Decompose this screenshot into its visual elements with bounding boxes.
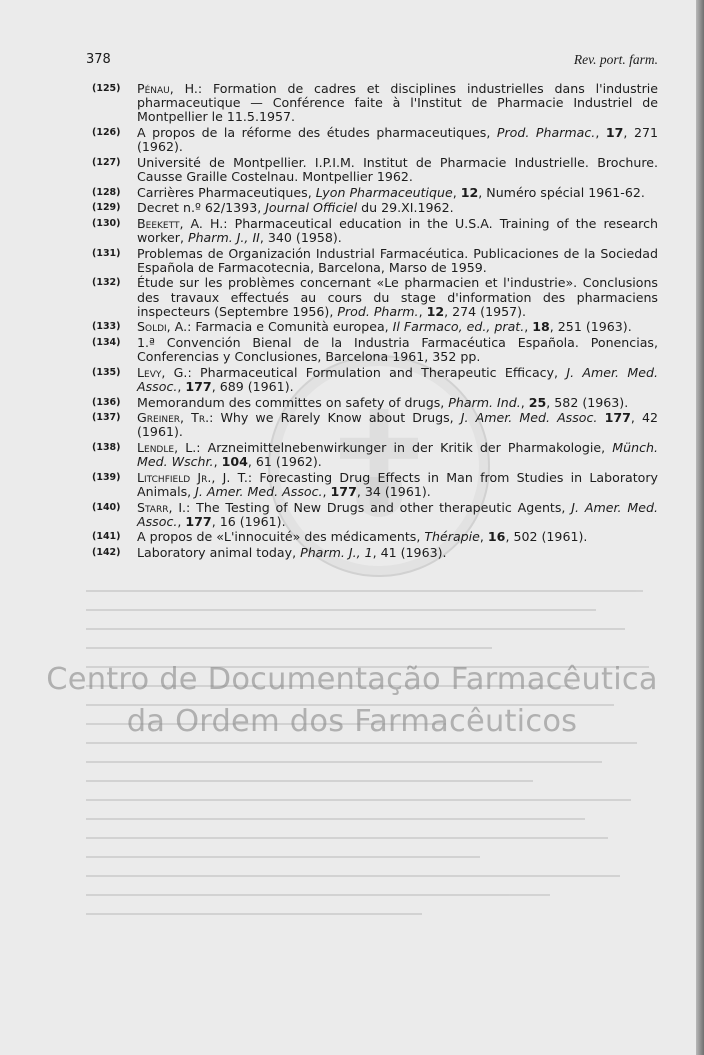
reference-journal: Lyon Pharmaceutique (315, 184, 453, 200)
reference-volume: 12 (460, 184, 479, 200)
reference-item (92, 501, 658, 529)
page-header (86, 52, 658, 72)
reference-journal: Münch. Med. Wschr. (137, 439, 658, 470)
reference-text: , (524, 319, 533, 335)
reference-number: (125) (92, 83, 121, 94)
reference-text: , (213, 454, 222, 470)
reference-text: , (452, 184, 461, 200)
reference-text: : Formation de cadres et disciplines industrielles dans l'industrie pharmaceutique — Conférence faite à l'Institut de Pharmacie Industriel de Montpellier le 11.5.1957. (137, 81, 659, 125)
reference-author: Levy, G. (137, 364, 188, 380)
reference-volume: 177 (604, 410, 631, 426)
reference-number: (138) (92, 441, 121, 453)
bleed-through-text (86, 590, 666, 1010)
reference-author: Beekett, A. H. (137, 215, 224, 231)
reference-text: , 502 (1961). (505, 529, 588, 545)
reference-list (92, 82, 658, 562)
reference-text: : Pharmaceutical Formulation and Therapeutic Efficacy, (187, 364, 567, 380)
reference-text: , 61 (1962). (247, 454, 322, 470)
reference-item (92, 366, 658, 394)
reference-volume: 177 (185, 513, 212, 529)
reference-text: , 16 (1961). (211, 513, 286, 529)
reference-number: (142) (92, 546, 121, 558)
reference-text: A propos de la réforme des études pharmaceutiques, (137, 125, 497, 140)
reference-number: (133) (92, 321, 121, 333)
reference-text: , 42 (1961). (137, 410, 658, 440)
reference-volume: 18 (532, 319, 550, 335)
reference-item (92, 530, 658, 544)
reference-item (92, 441, 658, 469)
reference-journal: J. Amer. Med. Assoc. (137, 499, 658, 529)
reference-item (92, 276, 658, 319)
reference-journal: Pharm. J., 1 (300, 544, 373, 560)
reference-item (92, 471, 658, 499)
reference-text: : Arzneimittelnebenwirkunger in der Kritik der Pharmakologie, (196, 439, 613, 455)
reference-author: Litchfield Jr., J. T. (137, 469, 248, 485)
reference-text: Decret n.º 62/1393, (137, 200, 266, 216)
reference-item (92, 217, 658, 245)
reference-text: , 251 (1963). (549, 319, 632, 335)
reference-item (92, 156, 658, 184)
reference-item (92, 336, 658, 364)
reference-volume: 177 (330, 483, 357, 499)
reference-item (92, 186, 658, 200)
reference-text: , 582 (1963). (546, 394, 629, 410)
reference-journal: Prod. Pharm. (337, 303, 419, 319)
reference-volume: 177 (185, 378, 212, 394)
reference-item (92, 201, 658, 215)
running-head: Rev. port. farm. (573, 52, 658, 67)
reference-number: (136) (92, 396, 121, 408)
reference-number: (131) (92, 247, 121, 259)
reference-volume: 25 (528, 394, 547, 410)
reference-number: (127) (92, 156, 121, 168)
reference-text: : The Testing of New Drugs and other therapeutic Agents, (186, 499, 572, 515)
reference-number: (139) (92, 471, 121, 483)
reference-text: : Why we Rarely Know about Drugs, (209, 410, 461, 426)
reference-text: Carrières Pharmaceutiques, (137, 184, 316, 200)
reference-number: (132) (92, 277, 121, 289)
reference-volume: 16 (487, 529, 506, 545)
reference-number: (140) (92, 501, 121, 513)
reference-text: : Farmacia e Comunità europea, (187, 319, 393, 335)
reference-text: , (595, 125, 606, 140)
reference-journal: Pharm. Ind. (448, 394, 521, 410)
reference-item (92, 126, 658, 154)
reference-item (92, 82, 658, 125)
reference-text: : Pharmaceutical education in the U.S.A. Training of the research worker, (137, 215, 658, 245)
reference-text: Université de Montpellier. I.P.I.M. Institut de Pharmacie Industrielle. Brochure. Causse Graille Costelnau. Montpellier 1962. (137, 154, 658, 184)
page-edge-shadow (696, 0, 704, 1055)
reference-text: Laboratory animal today, (137, 544, 301, 560)
page-number: 378 (86, 52, 111, 67)
reference-text: Memorandum des committes on safety of drugs, (137, 394, 449, 410)
reference-journal: Prod. Pharmac. (496, 125, 596, 140)
reference-journal: J. Amer. Med. Assoc. (195, 483, 323, 499)
reference-text: , 274 (1957). (444, 303, 527, 319)
reference-text: , (479, 529, 488, 545)
reference-journal: Journal Officiel (265, 200, 358, 216)
reference-author: Lendle, L. (137, 439, 197, 455)
reference-text: , 340 (1958). (259, 229, 342, 245)
reference-text: , 41 (1963). (372, 544, 447, 560)
reference-journal: J. Amer. Med. Assoc. (460, 410, 598, 426)
reference-text: , 34 (1961). (356, 483, 431, 499)
reference-text: , 271 (1962). (137, 125, 658, 155)
reference-volume: 17 (605, 125, 624, 140)
reference-item (92, 247, 658, 275)
reference-text: Problemas de Organización Industrial Farmacéutica. Publicaciones de la Sociedad Española de Farmacotecnia, Barcelona, Marso de 1959. (137, 245, 658, 275)
reference-item (92, 546, 658, 560)
reference-number: (137) (92, 412, 121, 424)
watermark-line-1: Centro de Documentação Farmacêutica (46, 662, 658, 697)
reference-number: (134) (92, 336, 121, 348)
reference-number: (135) (92, 366, 121, 378)
reference-text: , (177, 378, 186, 394)
watermark-line-2: da Ordem dos Farmacêuticos (126, 704, 578, 739)
reference-text: , (520, 394, 529, 410)
reference-journal: J. Amer. Med. Assoc. (137, 364, 658, 394)
reference-number: (130) (92, 217, 121, 229)
reference-text: , (177, 513, 186, 529)
reference-number: (126) (92, 127, 121, 138)
reference-volume: 104 (221, 454, 248, 470)
reference-number: (141) (92, 531, 121, 543)
reference-text: , (322, 483, 331, 499)
reference-item (92, 411, 658, 439)
reference-author: Greiner, Tr. (137, 410, 210, 426)
reference-text: Étude sur les problèmes concernant «Le pharmacien et l'industrie». Conclusions des travaux effectués au cours du stage d'information des pharmaciens inspecteurs (Septembre 1956), (137, 275, 658, 319)
reference-text: , Numéro spécial 1961-62. (478, 184, 645, 200)
reference-text: 1.ª Convención Bienal de la Industria Farmacéutica Española. Ponencias, Conferencias y Conclusiones, Barcelona 1961, 352 pp. (137, 334, 658, 365)
reference-text: : Forecasting Drug Effects in Man from Studies in Laboratory Animals, (137, 469, 659, 499)
reference-number: (128) (92, 186, 121, 198)
reference-text: du 29.XI.1962. (357, 200, 454, 216)
reference-author: Starr, I. (137, 499, 187, 515)
reference-text: , (418, 303, 427, 319)
reference-text: A propos de «L'innocuité» des médicaments, (137, 529, 425, 545)
reference-journal: Pharm. J., II (187, 229, 260, 245)
reference-journal: Thérapie (424, 529, 480, 545)
reference-text (597, 410, 604, 425)
reference-item (92, 320, 658, 334)
reference-journal: Il Farmaco, ed., prat. (392, 319, 525, 335)
reference-volume: 12 (426, 303, 445, 319)
reference-item (92, 396, 658, 410)
reference-text: , 689 (1961). (211, 378, 294, 394)
reference-number: (129) (92, 202, 121, 214)
reference-author: Soldi, A. (137, 319, 188, 335)
reference-author: Pénau, H. (137, 81, 198, 96)
